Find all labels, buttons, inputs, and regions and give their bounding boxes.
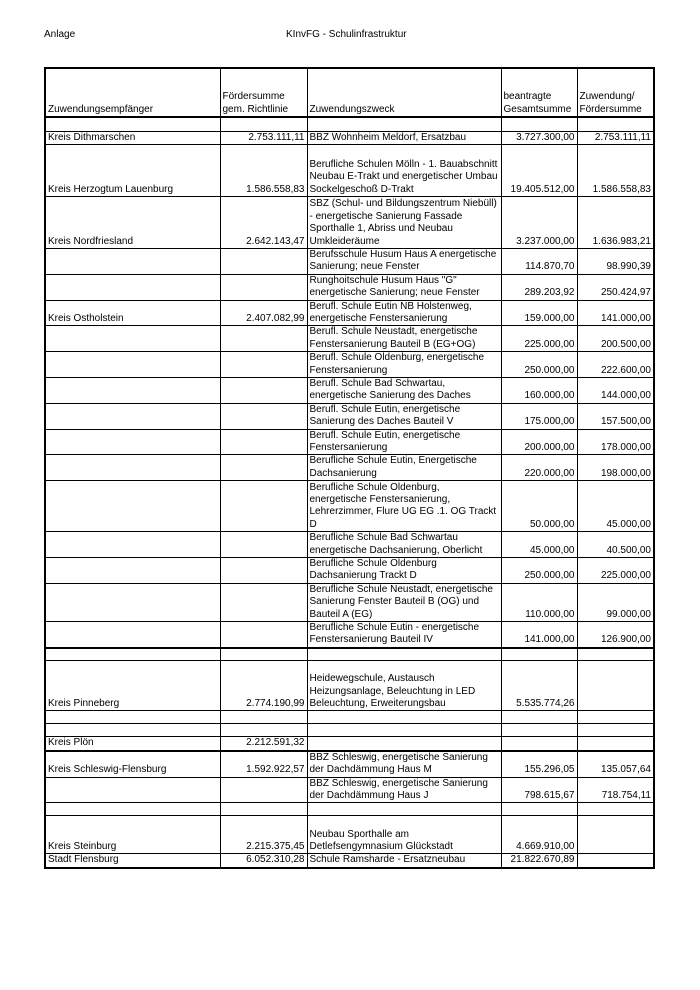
cell-zuwendung	[577, 724, 654, 737]
table-row	[45, 777, 654, 803]
cell-zweck	[307, 724, 501, 737]
cell-zuwendung: 1.586.558,83	[577, 144, 654, 196]
cell-zweck	[307, 117, 501, 131]
table-row	[45, 648, 654, 661]
cell-foerder: 2.642.143,47	[220, 196, 307, 248]
cell-beantragt: 160.000,00	[501, 377, 577, 403]
cell-empfaenger: Kreis Dithmarschen	[45, 131, 220, 144]
cell-zuwendung: 40.500,00	[577, 532, 654, 558]
header-zuwendung: Zuwendung/ Fördersumme	[577, 68, 654, 117]
cell-beantragt: 155.296,05	[501, 751, 577, 777]
cell-zweck: Berufl. Schule Eutin, energetische Fenstersanierung	[307, 429, 501, 455]
cell-foerder: 1.592.922,57	[220, 751, 307, 777]
cell-foerder: 2.774.190,99	[220, 661, 307, 711]
cell-foerder: 2.215.375,45	[220, 816, 307, 854]
cell-beantragt: 114.870,70	[501, 248, 577, 274]
cell-zweck: Berufl. Schule Eutin NB Holstenweg, energetische Fenstersanierung	[307, 300, 501, 326]
cell-zweck	[307, 803, 501, 816]
cell-beantragt: 45.000,00	[501, 532, 577, 558]
cell-zuwendung	[577, 661, 654, 711]
cell-empfaenger	[45, 724, 220, 737]
cell-beantragt: 21.822.670,89	[501, 854, 577, 868]
cell-beantragt	[501, 711, 577, 724]
cell-foerder	[220, 274, 307, 300]
cell-empfaenger	[45, 326, 220, 352]
cell-zuwendung	[577, 117, 654, 131]
cell-foerder	[220, 532, 307, 558]
cell-beantragt: 110.000,00	[501, 583, 577, 621]
cell-beantragt	[501, 117, 577, 131]
cell-zweck: Berufl. Schule Oldenburg, energetische Fenstersanierung	[307, 352, 501, 378]
table-row	[45, 455, 654, 481]
cell-zuwendung	[577, 803, 654, 816]
cell-empfaenger: Kreis Ostholstein	[45, 300, 220, 326]
cell-empfaenger	[45, 777, 220, 803]
table-row	[45, 854, 654, 868]
cell-empfaenger	[45, 558, 220, 584]
page-header-left: Anlage	[44, 29, 76, 40]
cell-foerder	[220, 352, 307, 378]
cell-empfaenger	[45, 352, 220, 378]
table-row	[45, 429, 654, 455]
table-row	[45, 622, 654, 648]
cell-beantragt: 159.000,00	[501, 300, 577, 326]
cell-foerder	[220, 711, 307, 724]
cell-zuwendung	[577, 737, 654, 751]
cell-zuwendung: 135.057,64	[577, 751, 654, 777]
cell-empfaenger	[45, 532, 220, 558]
cell-beantragt: 5.535.774,26	[501, 661, 577, 711]
cell-beantragt: 141.000,00	[501, 622, 577, 648]
cell-zuwendung: 225.000,00	[577, 558, 654, 584]
cell-foerder	[220, 777, 307, 803]
cell-zweck: Berufliche Schule Eutin - energetische Fenstersanierung Bauteil IV	[307, 622, 501, 648]
cell-beantragt: 3.237.000,00	[501, 196, 577, 248]
page-header-title: KInvFG - Schulinfrastruktur	[286, 29, 407, 40]
cell-empfaenger: Stadt Flensburg	[45, 854, 220, 868]
table-row	[45, 377, 654, 403]
cell-zuwendung: 718.754,11	[577, 777, 654, 803]
table-row	[45, 274, 654, 300]
header-beantragt: beantragte Gesamtsumme	[501, 68, 577, 117]
cell-zweck: SBZ (Schul- und Bildungszentrum Niebüll) - energetische Sanierung Fassade Sporthalle 1, Abriss und Neubau Umkleideräume	[307, 196, 501, 248]
cell-beantragt: 250.000,00	[501, 352, 577, 378]
cell-zweck: Berufliche Schule Oldenburg, energetische Fenstersanierung, Lehrerzimmer, Flure UG EG .1. OG Trackt D	[307, 481, 501, 532]
cell-zweck: Heidewegschule, Austausch Heizungsanlage, Beleuchtung in LED Beleuchtung, Erweiterungsbau	[307, 661, 501, 711]
cell-empfaenger	[45, 117, 220, 131]
table-row	[45, 144, 654, 196]
cell-empfaenger	[45, 481, 220, 532]
cell-foerder	[220, 583, 307, 621]
cell-zuwendung	[577, 648, 654, 661]
cell-zweck: Berufl. Schule Eutin, energetische Sanierung des Daches Bauteil V	[307, 403, 501, 429]
table-row	[45, 724, 654, 737]
table-row	[45, 300, 654, 326]
cell-beantragt: 225.000,00	[501, 326, 577, 352]
cell-empfaenger	[45, 803, 220, 816]
table-row	[45, 481, 654, 532]
cell-zuwendung: 45.000,00	[577, 481, 654, 532]
cell-beantragt: 4.669.910,00	[501, 816, 577, 854]
cell-foerder	[220, 377, 307, 403]
cell-zuwendung: 157.500,00	[577, 403, 654, 429]
cell-beantragt: 220.000,00	[501, 455, 577, 481]
cell-zweck: Berufsschule Husum Haus A energetische Sanierung; neue Fenster	[307, 248, 501, 274]
cell-zuwendung: 2.753.111,11	[577, 131, 654, 144]
table-row	[45, 532, 654, 558]
cell-zweck	[307, 648, 501, 661]
cell-zuwendung	[577, 854, 654, 868]
cell-zuwendung: 222.600,00	[577, 352, 654, 378]
cell-beantragt	[501, 803, 577, 816]
table-row	[45, 131, 654, 144]
cell-empfaenger	[45, 455, 220, 481]
cell-foerder: 6.052.310,28	[220, 854, 307, 868]
cell-zuwendung: 200.500,00	[577, 326, 654, 352]
cell-zweck	[307, 737, 501, 751]
table-row	[45, 248, 654, 274]
table-row	[45, 711, 654, 724]
table-row	[45, 661, 654, 711]
cell-zweck: Berufliche Schule Oldenburg Dachsanierung Trackt D	[307, 558, 501, 584]
cell-beantragt: 289.203,92	[501, 274, 577, 300]
cell-beantragt: 250.000,00	[501, 558, 577, 584]
cell-foerder	[220, 622, 307, 648]
cell-zweck: BBZ Schleswig, energetische Sanierung der Dachdämmung Haus M	[307, 751, 501, 777]
cell-empfaenger	[45, 711, 220, 724]
cell-beantragt: 19.405.512,00	[501, 144, 577, 196]
cell-foerder: 2.407.082,99	[220, 300, 307, 326]
cell-foerder	[220, 117, 307, 131]
cell-zweck: Berufliche Schule Eutin, Energetische Dachsanierung	[307, 455, 501, 481]
cell-beantragt: 798.615,67	[501, 777, 577, 803]
cell-empfaenger	[45, 248, 220, 274]
cell-foerder	[220, 724, 307, 737]
table-row	[45, 403, 654, 429]
table-row	[45, 352, 654, 378]
cell-zweck	[307, 711, 501, 724]
cell-beantragt: 50.000,00	[501, 481, 577, 532]
cell-zweck: Neubau Sporthalle am Detlefsengymnasium Glückstadt	[307, 816, 501, 854]
cell-zuwendung: 98.990,39	[577, 248, 654, 274]
table-row	[45, 326, 654, 352]
cell-zuwendung	[577, 711, 654, 724]
cell-empfaenger	[45, 377, 220, 403]
cell-zuwendung: 1.636.983,21	[577, 196, 654, 248]
cell-empfaenger: Kreis Plön	[45, 737, 220, 751]
cell-beantragt: 200.000,00	[501, 429, 577, 455]
cell-zweck: Berufliche Schulen Mölln - 1. Bauabschnitt Neubau E-Trakt und energetischer Umbau Sockelgeschoß D-Trakt	[307, 144, 501, 196]
cell-zweck: Berufl. Schule Bad Schwartau, energetische Sanierung des Daches	[307, 377, 501, 403]
cell-beantragt	[501, 648, 577, 661]
cell-beantragt	[501, 737, 577, 751]
table-row	[45, 816, 654, 854]
cell-foerder	[220, 481, 307, 532]
cell-zweck: Schule Ramsharde - Ersatzneubau	[307, 854, 501, 868]
cell-foerder	[220, 429, 307, 455]
cell-zuwendung: 178.000,00	[577, 429, 654, 455]
cell-beantragt: 175.000,00	[501, 403, 577, 429]
cell-zweck: BBZ Schleswig, energetische Sanierung der Dachdämmung Haus J	[307, 777, 501, 803]
header-foerdersumme: Fördersumme gem. Richtlinie	[220, 68, 307, 117]
cell-foerder	[220, 803, 307, 816]
cell-foerder: 2.753.111,11	[220, 131, 307, 144]
cell-empfaenger	[45, 648, 220, 661]
cell-foerder	[220, 326, 307, 352]
cell-empfaenger	[45, 622, 220, 648]
cell-empfaenger	[45, 274, 220, 300]
cell-foerder	[220, 558, 307, 584]
cell-zuwendung: 99.000,00	[577, 583, 654, 621]
table-row	[45, 117, 654, 131]
cell-empfaenger: Kreis Schleswig-Flensburg	[45, 751, 220, 777]
cell-beantragt	[501, 724, 577, 737]
cell-zuwendung: 144.000,00	[577, 377, 654, 403]
table-row	[45, 583, 654, 621]
table-row	[45, 196, 654, 248]
header-zweck: Zuwendungszweck	[307, 68, 501, 117]
cell-zuwendung	[577, 816, 654, 854]
cell-zweck: Berufliche Schule Bad Schwartau energetische Dachsanierung, Oberlicht	[307, 532, 501, 558]
cell-foerder: 2.212.591,32	[220, 737, 307, 751]
table-row	[45, 558, 654, 584]
cell-zweck: BBZ Wohnheim Meldorf, Ersatzbau	[307, 131, 501, 144]
cell-empfaenger: Kreis Pinneberg	[45, 661, 220, 711]
cell-zweck: Berufl. Schule Neustadt, energetische Fenstersanierung Bauteil B (EG+OG)	[307, 326, 501, 352]
cell-zweck: Runghoitschule Husum Haus "G" energetische Sanierung; neue Fenster	[307, 274, 501, 300]
table-header-row	[45, 68, 654, 117]
cell-zuwendung: 198.000,00	[577, 455, 654, 481]
cell-empfaenger	[45, 429, 220, 455]
cell-zuwendung: 141.000,00	[577, 300, 654, 326]
table-body	[45, 117, 654, 868]
cell-empfaenger	[45, 403, 220, 429]
cell-foerder: 1.586.558,83	[220, 144, 307, 196]
cell-beantragt: 3.727.300,00	[501, 131, 577, 144]
cell-empfaenger	[45, 583, 220, 621]
cell-zweck: Berufliche Schule Neustadt, energetische Sanierung Fenster Bauteil B (OG) und Bauteil A (EG)	[307, 583, 501, 621]
cell-empfaenger: Kreis Nordfriesland	[45, 196, 220, 248]
table-row	[45, 751, 654, 777]
header-empfaenger: Zuwendungsempfänger	[45, 68, 220, 117]
cell-empfaenger: Kreis Steinburg	[45, 816, 220, 854]
cell-zuwendung: 126.900,00	[577, 622, 654, 648]
table-row	[45, 737, 654, 751]
cell-zuwendung: 250.424,97	[577, 274, 654, 300]
cell-empfaenger: Kreis Herzogtum Lauenburg	[45, 144, 220, 196]
funding-table	[44, 67, 655, 869]
cell-foerder	[220, 248, 307, 274]
cell-foerder	[220, 455, 307, 481]
table-row	[45, 803, 654, 816]
cell-foerder	[220, 648, 307, 661]
cell-foerder	[220, 403, 307, 429]
